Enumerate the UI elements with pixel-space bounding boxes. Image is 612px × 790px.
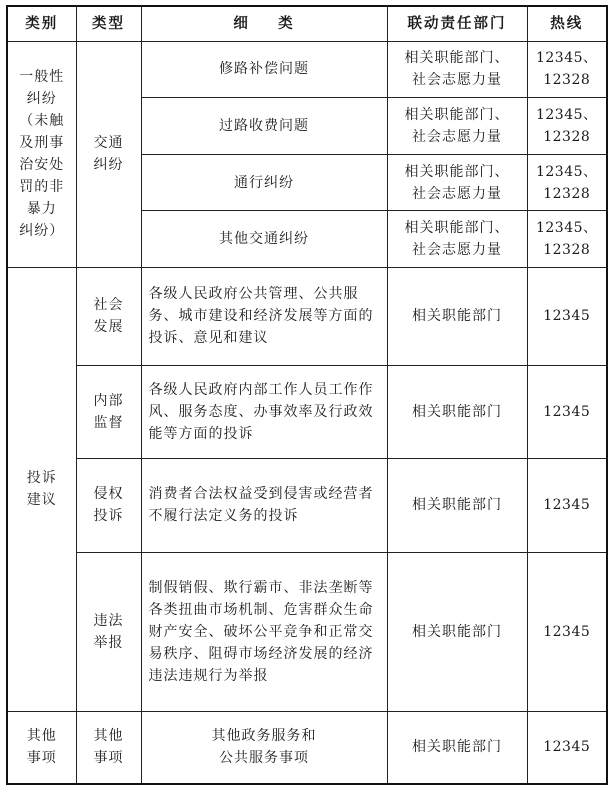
detail-cell: 消费者合法权益受到侵害或经营者不履行法定义务的投诉 xyxy=(141,458,387,552)
table-row xyxy=(7,41,607,98)
header-hotline: 热线 xyxy=(527,6,607,41)
table-row xyxy=(7,552,607,711)
detail-cell: 其他交通纠纷 xyxy=(141,211,387,268)
department-cell: 相关职能部门 xyxy=(387,552,527,711)
category-cell: 投诉 建议 xyxy=(7,267,76,711)
hotline-cell: 12345 xyxy=(527,711,607,784)
header-detail: 细 类 xyxy=(141,6,387,41)
type-cell: 社会 发展 xyxy=(76,267,141,365)
department-cell: 相关职能部门 xyxy=(387,267,527,365)
header-type: 类型 xyxy=(76,6,141,41)
detail-cell: 修路补偿问题 xyxy=(141,41,387,98)
table-row xyxy=(7,267,607,365)
hotline-cell: 12345、 12328 xyxy=(527,154,607,211)
dispute-classification-table xyxy=(6,5,608,785)
hotline-cell: 12345、 12328 xyxy=(527,211,607,268)
department-cell: 相关职能部门、 社会志愿力量 xyxy=(387,154,527,211)
type-cell: 交通 纠纷 xyxy=(76,41,141,267)
department-cell: 相关职能部门、 社会志愿力量 xyxy=(387,41,527,98)
detail-cell: 各级人民政府内部工作人员工作作风、服务态度、办事效率及行政效能等方面的投诉 xyxy=(141,365,387,458)
department-cell: 相关职能部门、 社会志愿力量 xyxy=(387,211,527,268)
type-cell: 侵权 投诉 xyxy=(76,458,141,552)
detail-cell: 过路收费问题 xyxy=(141,98,387,155)
detail-cell: 其他政务服务和 公共服务事项 xyxy=(141,711,387,784)
detail-cell: 通行纠纷 xyxy=(141,154,387,211)
type-cell: 违法 举报 xyxy=(76,552,141,711)
header-category: 类别 xyxy=(7,6,76,41)
department-cell: 相关职能部门 xyxy=(387,365,527,458)
category-cell: 其他 事项 xyxy=(7,711,76,784)
type-cell: 其他 事项 xyxy=(76,711,141,784)
detail-cell: 制假销假、欺行霸市、非法垄断等各类扭曲市场机制、危害群众生命财产安全、破坏公平竞争和正常交易秩序、阻碍市场经济发展的经济违法违规行为举报 xyxy=(141,552,387,711)
department-cell: 相关职能部门 xyxy=(387,711,527,784)
hotline-cell: 12345、 12328 xyxy=(527,41,607,98)
hotline-cell: 12345 xyxy=(527,458,607,552)
table-row xyxy=(7,458,607,552)
department-cell: 相关职能部门、 社会志愿力量 xyxy=(387,98,527,155)
hotline-cell: 12345、 12328 xyxy=(527,98,607,155)
table-header-row xyxy=(7,6,607,41)
table-row xyxy=(7,365,607,458)
detail-cell: 各级人民政府公共管理、公共服务、城市建设和经济发展等方面的投诉、意见和建议 xyxy=(141,267,387,365)
hotline-cell: 12345 xyxy=(527,267,607,365)
department-cell: 相关职能部门 xyxy=(387,458,527,552)
category-cell: 一般性 纠纷 （未触 及刑事 治安处 罚的非 暴力 纠纷） xyxy=(7,41,76,267)
hotline-cell: 12345 xyxy=(527,552,607,711)
table-row xyxy=(7,711,607,784)
hotline-cell: 12345 xyxy=(527,365,607,458)
type-cell: 内部 监督 xyxy=(76,365,141,458)
header-department: 联动责任部门 xyxy=(387,6,527,41)
